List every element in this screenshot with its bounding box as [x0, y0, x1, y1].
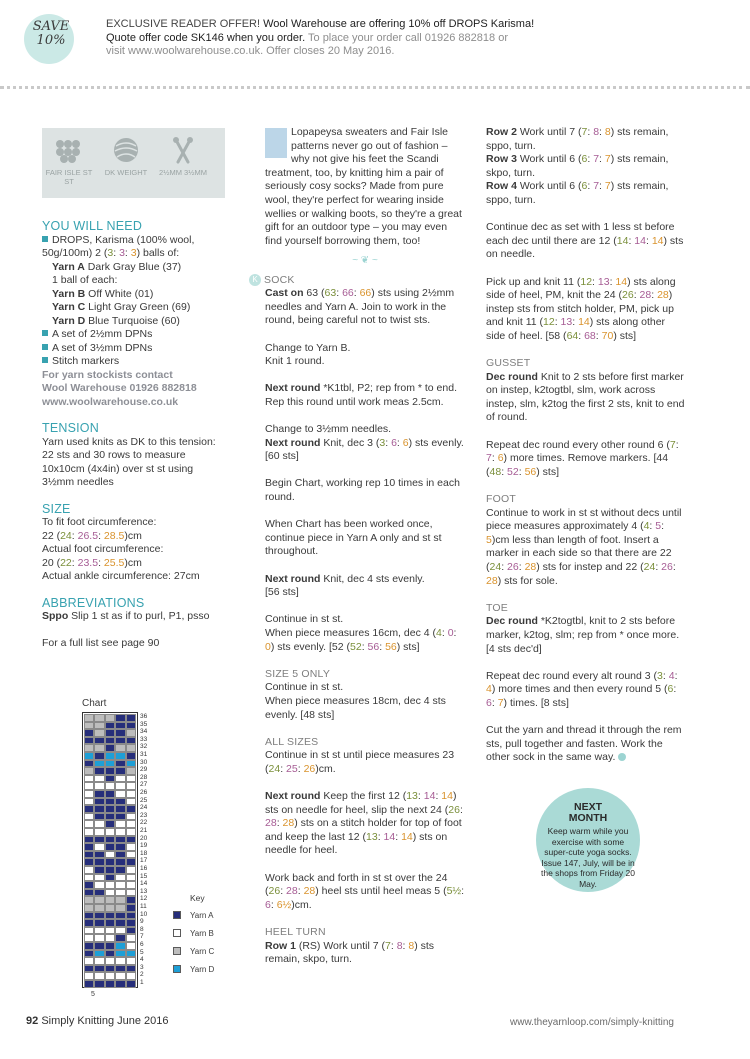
k-sock-icon: K — [249, 274, 261, 286]
chart-row-number: 2 — [140, 971, 144, 979]
stockist-line2: Wool Warehouse 01926 882818 — [42, 382, 197, 394]
chart-cell — [105, 881, 115, 889]
chart-cell — [94, 957, 104, 965]
chart-cell — [115, 782, 125, 790]
chart-column-label: 5 — [91, 991, 95, 998]
chart-row-number: 27 — [140, 781, 148, 789]
chart-row-number: 8 — [140, 925, 144, 933]
chart-cell — [126, 752, 136, 760]
chart-cell — [84, 836, 94, 844]
chart-cell — [126, 820, 136, 828]
stockist-url[interactable]: www.woolwarehouse.co.uk — [42, 395, 179, 408]
chart-cell — [126, 957, 136, 965]
yarn-a: Yarn A Dark Gray Blue (37) — [52, 260, 182, 273]
chart-row-number: 15 — [140, 872, 148, 880]
key-yarn-a: Yarn A — [173, 911, 213, 920]
full-list-ref: For a full list see page 90 — [42, 636, 160, 649]
chart-cell — [105, 950, 115, 958]
key-yarn-c: Yarn C — [173, 947, 214, 956]
chart-row-number: 14 — [140, 880, 148, 888]
chart-cell — [94, 828, 104, 836]
chart-row-number: 11 — [140, 903, 147, 910]
chart-cell — [126, 729, 136, 737]
chart-cell — [126, 836, 136, 844]
chart-cell — [105, 790, 115, 798]
chart-cell — [126, 851, 136, 859]
chart-cell — [126, 843, 136, 851]
chart-cell — [94, 934, 104, 942]
chart-cell — [115, 760, 125, 768]
chart-cell — [115, 904, 125, 912]
chart-cell — [115, 965, 125, 973]
ornament-divider: ~ ❦ ~ — [352, 254, 378, 266]
chart-row-number: 4 — [140, 956, 144, 964]
chart-cell — [115, 775, 125, 783]
chart-cell — [115, 820, 125, 828]
chart-cell — [105, 972, 115, 980]
chart-row-number: 22 — [140, 819, 148, 827]
chart-row-number: 30 — [140, 758, 148, 766]
chart-row-number: 23 — [140, 811, 148, 819]
chart-cell — [94, 729, 104, 737]
chart-cell — [84, 843, 94, 851]
reader-offer: EXCLUSIVE READER OFFER! Wool Warehouse are offering 10% off DROPS Karisma! Quote offer code SK146 when you order. To place your order call 01926 882818 or visit www.woolwarehouse.co.uk. Offer closes 20 May 2016. — [106, 18, 535, 57]
chart-cell — [105, 919, 115, 927]
chart-cell — [126, 942, 136, 950]
chart-cell — [94, 927, 104, 935]
chart-cell — [105, 782, 115, 790]
chart-cell — [84, 775, 94, 783]
chart-cell — [84, 858, 94, 866]
chart-cell — [115, 980, 125, 988]
chart-cell — [94, 775, 104, 783]
chart-cell — [84, 896, 94, 904]
chart-cell — [126, 896, 136, 904]
key-title: Key — [190, 893, 205, 903]
drop-cap — [265, 128, 287, 158]
chart-cell — [126, 790, 136, 798]
chart-row-number: 32 — [140, 743, 148, 751]
chart-row-number: 17 — [140, 857, 148, 865]
chart-cell — [94, 965, 104, 973]
chart-cell — [115, 934, 125, 942]
chart-cell — [126, 980, 136, 988]
key-yarn-b: Yarn B — [173, 929, 214, 938]
chart-cell — [126, 927, 136, 935]
chart-cell — [115, 729, 125, 737]
chart-title: Chart — [82, 698, 107, 709]
chart-cell — [94, 866, 104, 874]
chart-row-number: 21 — [140, 827, 148, 834]
chart-cell — [115, 722, 125, 730]
chart-cell — [126, 858, 136, 866]
chart-cell — [105, 714, 115, 722]
chart-cell — [84, 722, 94, 730]
chart-cell — [84, 874, 94, 882]
chart-cell — [94, 813, 104, 821]
chart-cell — [84, 805, 94, 813]
yarn-b: Yarn B Off White (01) — [52, 287, 154, 300]
chart-row-number: 13 — [140, 887, 148, 895]
chart-cell — [115, 957, 125, 965]
chart-cell — [126, 866, 136, 874]
chart-cell — [84, 889, 94, 897]
chart-cell — [94, 874, 104, 882]
chart-cell — [105, 744, 115, 752]
chart-cell — [94, 714, 104, 722]
chart-row-number: 5 — [140, 948, 144, 956]
chart-cell — [84, 957, 94, 965]
chart-cell — [84, 820, 94, 828]
chart-cell — [115, 828, 125, 836]
chart-row-number: 24 — [140, 804, 148, 812]
chart-cell — [84, 828, 94, 836]
chart-cell — [115, 866, 125, 874]
chart-cell — [94, 972, 104, 980]
chart-cell — [115, 813, 125, 821]
chart-cell — [94, 790, 104, 798]
chart-cell — [105, 767, 115, 775]
chart-cell — [115, 805, 125, 813]
chart-cell — [84, 965, 94, 973]
chart-cell — [126, 737, 136, 745]
chart-cell — [105, 912, 115, 920]
chart-cell — [84, 942, 94, 950]
chart-cell — [105, 904, 115, 912]
chart-cell — [84, 790, 94, 798]
chart-cell — [126, 775, 136, 783]
chart-cell — [94, 836, 104, 844]
chart-row-number: 12 — [140, 895, 148, 903]
chart-cell — [105, 820, 115, 828]
key-yarn-d: Yarn D — [173, 965, 214, 974]
chart-cell — [84, 972, 94, 980]
chart-cell — [105, 760, 115, 768]
chart-cell — [115, 919, 125, 927]
chart-cell — [126, 798, 136, 806]
chart-cell — [115, 858, 125, 866]
dpn-small: A set of 2½mm DPNs — [42, 328, 227, 342]
next-month-title: NEXT MONTH — [568, 801, 608, 824]
chart-cell — [105, 927, 115, 935]
chart-cell — [126, 950, 136, 958]
chart-cell — [115, 889, 125, 897]
chart-cell — [94, 752, 104, 760]
chart-cell — [94, 904, 104, 912]
chart-cell — [105, 805, 115, 813]
chart-cell — [105, 722, 115, 730]
chart-cell — [115, 836, 125, 844]
chart-cell — [126, 912, 136, 920]
chart-cell — [84, 980, 94, 988]
chart-cell — [126, 904, 136, 912]
chart-cell — [84, 950, 94, 958]
chart-cell — [126, 972, 136, 980]
size-heading: SIZE — [42, 501, 71, 516]
chart-cell — [126, 881, 136, 889]
yarn-ball-icon — [111, 136, 141, 164]
right-column: Row 2 Work until 7 (7: 8: 8) sts remain, sppo, turn. Row 3 Work until 6 (6: 7: 7) sts remain, skpo, turn. Row 4 Work until 6 (6: 7: 7) sts remain, sppo, turn. Continue dec as set with 1 less st before each dec until there are 12 (14: 14: 14) sts on needle. Pick up and knit 11 (12: 13: 14) sts along side of heel, PM, knit the 24 (26: 28: 28) instep sts from stitch holder, PM, pick up and knit 11 (12: 13: 14) sts along other side of heel. [58 (64: 68: 70) sts] GUSSET Dec round Knit to 2 sts before first marker on instep, k2togtbl, slm, work across instep, slm, k2tog the first 2 sts, knit to end of round. Repeat dec round every other round 6 (7: 7: 6) more times. Remove markers. [44 (48: 52: 56) sts] FOOT Continue to work in st st without decs until piece measures approximately 4 (4: 5: 5)cm less than length of foot. Insert a marker in each side so that there are 22 (24: 26: 28) sts for instep and 22 (24: 26: 28) sts for sole. TOE Dec round *K2togtbl, knit to 2 sts before marker, k2tog, slm; rep from * once more. [4 sts dec'd] Repeat dec round every alt round 3 (3: 4: 4) more times and then every round 5 (6: 6: 7) times. [8 sts] Cut the yarn and thread it through the rem sts, pull together and fasten. Work the other sock in the same way. — [486, 126, 685, 764]
chart-cell — [115, 851, 125, 859]
chart-cell — [94, 843, 104, 851]
chart-cell — [105, 874, 115, 882]
chart-row-number: 9 — [140, 918, 144, 926]
chart-cell — [105, 889, 115, 897]
chart-row-number: 25 — [140, 796, 148, 804]
chart-cell — [126, 874, 136, 882]
footer-url[interactable]: www.theyarnloop.com/simply-knitting — [510, 1017, 674, 1028]
chart-cell — [115, 737, 125, 745]
pattern-info-box — [42, 128, 225, 198]
chart-cell — [84, 744, 94, 752]
chart-cell — [126, 714, 136, 722]
dpn-large: A set of 3½mm DPNs — [42, 342, 227, 356]
chart-row-number: 29 — [140, 766, 148, 774]
footer-page: 92 Simply Knitting June 2016 — [26, 1015, 169, 1027]
chart-cell — [115, 881, 125, 889]
chart-cell — [94, 889, 104, 897]
chart-cell — [115, 744, 125, 752]
chart-cell — [126, 767, 136, 775]
chart-cell — [105, 858, 115, 866]
stockist-line1: For yarn stockists contact — [42, 368, 173, 381]
chart-cell — [126, 828, 136, 836]
chart-cell — [94, 950, 104, 958]
yarn-c: Yarn C Light Gray Green (69) — [52, 301, 191, 313]
chart-cell — [84, 798, 94, 806]
chart-cell — [84, 782, 94, 790]
markers: Stitch markers — [42, 355, 227, 369]
chart-cell — [105, 828, 115, 836]
chart-cell — [84, 752, 94, 760]
chart-cell — [126, 813, 136, 821]
chart-cell — [84, 904, 94, 912]
chart-cell — [126, 889, 136, 897]
info-label-needles: 2½MM 3½MM — [159, 168, 207, 177]
chart-cell — [105, 843, 115, 851]
tension-heading: TENSION — [42, 421, 99, 435]
chart-cell — [105, 896, 115, 904]
chart-cell — [115, 972, 125, 980]
info-label-stitch: FAIR ISLE ST ST — [45, 168, 93, 186]
chart-cell — [105, 775, 115, 783]
chart-cell — [84, 729, 94, 737]
chart-cell — [94, 858, 104, 866]
fair-isle-stitch-icon — [54, 136, 84, 164]
chart-cell — [94, 744, 104, 752]
chart-cell — [84, 813, 94, 821]
chart-cell — [84, 919, 94, 927]
chart-cell — [94, 737, 104, 745]
chart-cell — [84, 927, 94, 935]
next-month-body: Keep warm while you exercise with some super-cute yoga socks. Issue 147, July, will be in the shops from Friday 20 May. — [540, 826, 635, 889]
chart-row-number: 36 — [140, 713, 148, 720]
actual-sizes: 20 (22: 23.5: 25.5)cm — [42, 556, 142, 569]
chart-cell — [126, 805, 136, 813]
tension-text: Yarn used knits as DK to this tension: 22 sts and 30 rows to measure 10x10cm (4x4in) over st st using 3½mm needles — [42, 435, 216, 488]
chart-cell — [115, 874, 125, 882]
chart-cell — [105, 965, 115, 973]
chart-cell — [105, 813, 115, 821]
chart-cell — [126, 760, 136, 768]
chart-cell — [94, 912, 104, 920]
chart-cell — [115, 767, 125, 775]
chart-row-number: 26 — [140, 789, 148, 796]
chart-cell — [105, 729, 115, 737]
chart-cell — [115, 927, 125, 935]
chart-row-number: 28 — [140, 773, 148, 781]
chart-cell — [84, 912, 94, 920]
chart-cell — [105, 851, 115, 859]
chart-cell — [94, 767, 104, 775]
yarn-d: Yarn D Blue Turquoise (60) — [52, 314, 180, 327]
needles-icon — [168, 136, 198, 164]
chart-row-number: 19 — [140, 842, 148, 850]
foot-sizes: 22 (24: 26.5: 28.5)cm — [42, 529, 142, 542]
chart-row-number: 7 — [140, 933, 144, 941]
chart-cell — [105, 957, 115, 965]
chart-cell — [84, 760, 94, 768]
chart-cell — [94, 782, 104, 790]
chart-cell — [105, 866, 115, 874]
abbreviation-sppo: Sppo Slip 1 st as if to purl, P1, psso — [42, 610, 210, 622]
chart-row-number: 16 — [140, 865, 148, 872]
chart-cell — [126, 965, 136, 973]
chart-cell — [115, 790, 125, 798]
each-line: 1 ball of each: — [52, 274, 118, 286]
chart-cell — [84, 934, 94, 942]
materials-column: YOU WILL NEED DROPS, Karisma (100% wool, 50g/100m) 2 (3: 3: 3) balls of: Yarn A Dark Gray Blue (37) 1 ball of each: Yarn B Off White (01) Yarn C Light Gray Green (69) Yarn D Blue Turquoise (60) A set of 2½mm DPNs A set of 3½mm DPNs Stitch markers For yarn stockists contact Wool Warehouse 01926 882818 www.woolwarehouse.co.uk TENSION Yarn used knits as DK to this tension: 22 sts and 30 rows to measure 10x10cm (4x4in) over st st using 3½mm needles SIZE To fit foot circumference: 22 (24: 26.5: 28.5)cm Actual foot circumference: 20 (22: 23.5: 25.5)cm Actual ankle circumference: 27cm ABBREVIATIONS Sppo Slip 1 st as if to purl, P1, psso For a full list see page 90 — [42, 220, 227, 650]
info-label-weight: DK WEIGHT — [104, 168, 148, 177]
chart-cell — [94, 820, 104, 828]
chart-cell — [115, 798, 125, 806]
chart-cell — [126, 782, 136, 790]
chart-row-number: 18 — [140, 849, 148, 857]
chart-cell — [105, 836, 115, 844]
chart-cell — [126, 722, 136, 730]
chart-row-number: 34 — [140, 728, 148, 736]
chart-row-number: 10 — [140, 910, 148, 918]
chart-cell — [115, 896, 125, 904]
chart-cell — [84, 881, 94, 889]
chart-cell — [84, 737, 94, 745]
chart-cell — [115, 912, 125, 920]
chart-cell — [94, 851, 104, 859]
end-mark-icon — [618, 753, 626, 761]
chart-cell — [115, 714, 125, 722]
chart-row-number: 6 — [140, 941, 144, 948]
chart-cell — [105, 942, 115, 950]
chart-cell — [105, 752, 115, 760]
yarn-line: DROPS, Karisma (100% wool, 50g/100m) 2 (3: 3: 3) balls of: — [42, 233, 195, 259]
chart-row-number: 3 — [140, 963, 144, 971]
chart-cell — [115, 843, 125, 851]
chart-cell — [94, 942, 104, 950]
sock-heading: SOCK — [264, 273, 295, 286]
chart-cell — [105, 798, 115, 806]
chart-cell — [115, 950, 125, 958]
chart-cell — [126, 934, 136, 942]
chart-row-number: 31 — [140, 751, 148, 758]
middle-column: Lopapeysa sweaters and Fair Isle patterns never go out of fashion – why not give his feet the Scandi treatment, too, by knitting him a pair of seriously cosy socks? Made from pure wool, they're perfect for wearing inside wellies or walking boots, so they're a great gift for an outdoor type – you may even find yourself borrowing them, too! ~ ❦ ~ K SOCK Cast on 63 (63: 66: 66) sts using 2½mm needles and Yarn A. Join to work in the round, being careful not to twist sts. Change to Yarn B. Knit 1 round. Next round *K1tbl, P2; rep from * to end. Rep this round until work meas 2.5cm. Change to 3½mm needles. Next round Knit, dec 3 (3: 6: 6) sts evenly. [60 sts] Begin Chart, working rep 10 times in each round. When Chart has been worked once, continue piece in Yarn A only and st st throughout. Next round Knit, dec 4 sts evenly. [56 sts] Continue in st st. When piece measures 16cm, dec 4 (4: 0: 0) sts evenly. [52 (52: 56: 56) sts] SIZE 5 ONLY Continue in st st. When piece measures 18cm, dec 4 sts evenly. [48 sts] ALL SIZES Continue in st st until piece measures 23 (24: 25: 26)cm. Next round Keep the first 12 (13: 14: 14) sts on needle for heel, slip the next 24 (26: 28: 28) sts on a stitch holder for top of foot and keep the last 12 (13: 14: 14) sts on needle for heel. Work back and forth in st st over the 24 (26: 28: 28) heel sts until heel meas 5 (5½: 6: 6½)cm. HEEL TURN Row 1 (RS) Work until 7 (7: 8: 8) sts remain, skpo, turn. — [265, 126, 465, 980]
chart-cell — [105, 980, 115, 988]
dotted-divider — [0, 86, 750, 89]
save-badge-text: SAVE 10% — [32, 19, 70, 48]
chart-cell — [94, 881, 104, 889]
chart-cell — [94, 980, 104, 988]
chart-row-number: 33 — [140, 735, 148, 743]
chart-row-number: 20 — [140, 834, 148, 842]
you-will-need-heading: YOU WILL NEED — [42, 219, 143, 233]
chart-row-number: 35 — [140, 720, 148, 728]
chart-cell — [94, 919, 104, 927]
chart-cell — [94, 760, 104, 768]
chart-cell — [94, 896, 104, 904]
chart-cell — [115, 752, 125, 760]
chart-cell — [94, 805, 104, 813]
chart-cell — [115, 942, 125, 950]
chart-row-number: 1 — [140, 979, 144, 986]
chart-cell — [94, 798, 104, 806]
chart-cell — [84, 851, 94, 859]
chart-cell — [126, 744, 136, 752]
chart-cell — [84, 866, 94, 874]
chart-cell — [94, 722, 104, 730]
chart-cell — [105, 934, 115, 942]
chart-cell — [84, 714, 94, 722]
intro-paragraph: Lopapeysa sweaters and Fair Isle patterns never go out of fashion – why not give his feet the Scandi treatment, too, by knitting him a pair of seriously cosy socks? Made from pure wool, they're perfect for wearing inside wellies or walking boots, so they're a great gift for an outdoor type – you may even find yourself borrowing them, too! — [265, 126, 462, 247]
abbreviations-heading: ABBREVIATIONS — [42, 595, 145, 610]
chart-cell — [84, 767, 94, 775]
chart-cell — [126, 919, 136, 927]
chart-cell — [105, 737, 115, 745]
